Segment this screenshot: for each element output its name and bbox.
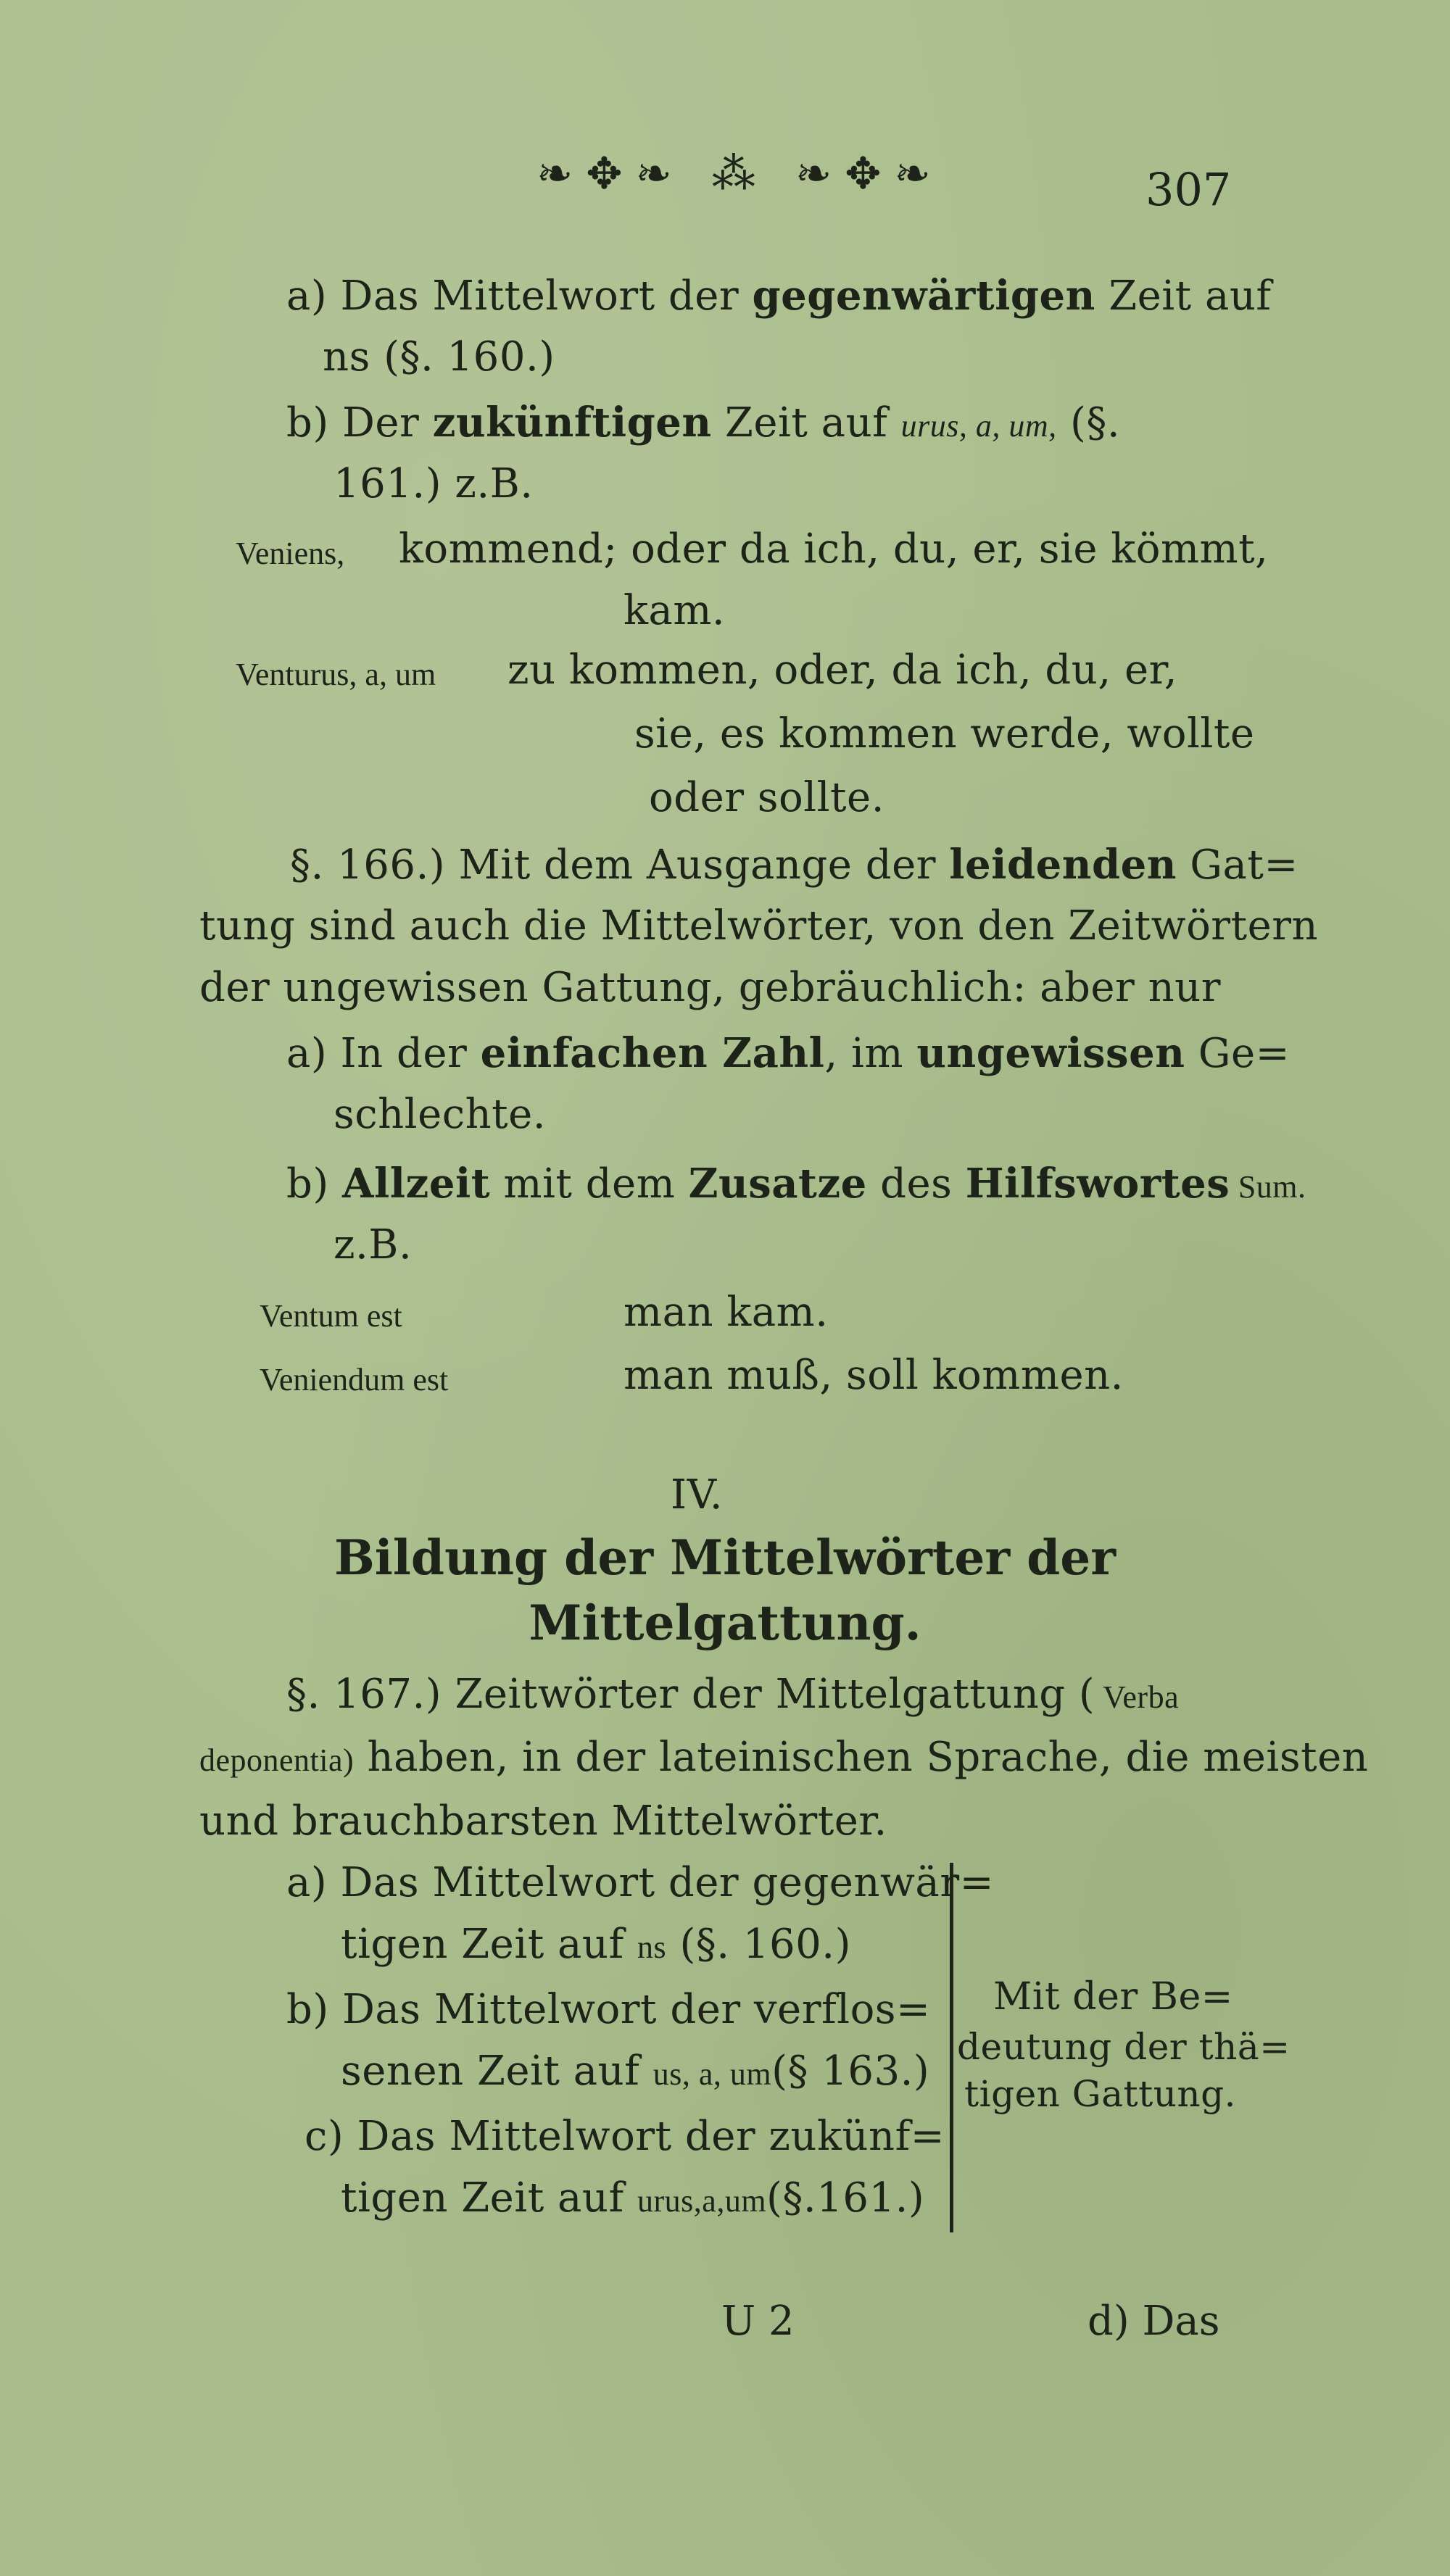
sec167-c-1: c) Das Mittelwort der zukünf= xyxy=(304,2113,945,2160)
sec166-line3: der ungewissen Gattung, gebräuchlich: aber nur xyxy=(199,964,1221,1011)
item-b-text-2: Zeit auf xyxy=(711,399,901,446)
side-note-3: tigen Gattung. xyxy=(964,2073,1237,2115)
veniendum-german: man muß, soll kommen. xyxy=(624,1352,1124,1399)
item-b-label: b) xyxy=(286,399,329,446)
venturus-german-1: zu kommen, oder, da ich, du, er, xyxy=(508,647,1178,694)
section-title-1: Bildung der Mittelwörter der xyxy=(334,1529,1116,1586)
item-a-line xyxy=(286,272,1272,320)
sec166-b-text-2: des xyxy=(866,1160,966,1208)
sec166-a-text-3: Ge= xyxy=(1185,1030,1290,1077)
item-a-cont: ns (§. 160.) xyxy=(323,333,555,381)
sec167-line2 xyxy=(199,1734,1368,1781)
sec167-c-2b: (§.161.) xyxy=(766,2174,925,2222)
sec167-line3: und brauchbarsten Mittelwörter. xyxy=(199,1798,887,1845)
page-number: 307 xyxy=(1146,163,1232,216)
sec167-a-2a: tigen Zeit auf xyxy=(341,1921,638,1968)
sec166-b-bold2: Zusatze xyxy=(688,1160,867,1208)
item-b-bold: zukünftigen xyxy=(432,399,712,446)
sec166-line1-b: Gat= xyxy=(1176,842,1298,889)
sec167-b-2b: (§ 163.) xyxy=(771,2048,930,2095)
veniens-german-2: kam. xyxy=(624,587,726,634)
sec166-a-text-2: , im xyxy=(824,1030,917,1077)
sec167-a-2 xyxy=(341,1921,851,1968)
item-a-bold: gegenwärtigen xyxy=(752,272,1095,320)
ventum-german: man kam. xyxy=(624,1289,829,1336)
veniendum-latin: Veniendum est xyxy=(260,1362,449,1397)
veniens-german-1: kommend; oder da ich, du, er, sie kömmt, xyxy=(399,525,1269,573)
sec167-b-1: b) Das Mittelwort der verflos= xyxy=(286,1986,931,2033)
sec167-b-2-latin: us, a, um xyxy=(652,2056,772,2092)
item-a-label: a) xyxy=(286,273,328,320)
veniens-latin: Veniens, xyxy=(236,536,345,571)
catchword: d) Das xyxy=(1088,2298,1220,2345)
item-b-line xyxy=(286,399,1120,446)
section-number: IV. xyxy=(671,1471,724,1518)
sec167-c-2 xyxy=(341,2174,924,2222)
sec166-a-line xyxy=(286,1029,1290,1077)
item-b-text-1: Der xyxy=(342,399,433,446)
venturus-german-2: sie, es kommen werde, wollte xyxy=(634,710,1255,757)
sec167-c-2-latin: urus,a,um xyxy=(637,2183,767,2219)
sec166-a-text-1: In der xyxy=(340,1030,481,1077)
sec166-a-cont: schlechte. xyxy=(334,1091,547,1138)
side-note-1: Mit der Be= xyxy=(993,1975,1233,2019)
section-title-2: Mittelgattung. xyxy=(529,1595,921,1651)
sec167-line2-latin: deponentia) xyxy=(199,1742,355,1778)
sec166-b-line xyxy=(286,1160,1306,1208)
sec166-line1 xyxy=(290,841,1298,889)
sec166-line1-a: §. 166.) Mit dem Ausgange der xyxy=(290,842,950,889)
item-b-text-3: (§. xyxy=(1056,399,1121,446)
venturus-german-3: oder sollte. xyxy=(649,774,884,821)
side-note-2: deutung der thä= xyxy=(957,2026,1290,2068)
sec166-b-bold3: Hilfswortes xyxy=(965,1160,1230,1208)
sec167-line2-german: haben, in der lateinischen Sprache, die meisten xyxy=(354,1734,1369,1781)
sec166-a-bold1: einfachen Zahl xyxy=(480,1029,825,1077)
sec167-a-2-latin: ns xyxy=(637,1929,667,1965)
sec167-b-2 xyxy=(341,2048,929,2095)
item-a-text-2: Zeit auf xyxy=(1095,273,1272,320)
signature-mark: U 2 xyxy=(721,2298,795,2345)
venturus-latin: Venturus, a, um xyxy=(236,657,436,692)
sec167-a-1: a) Das Mittelwort der gegenwär= xyxy=(286,1859,995,1906)
sec167-a-2b: (§. 160.) xyxy=(666,1921,851,1968)
item-a-text-1: Das Mittelwort der xyxy=(340,273,753,320)
sec166-b-label: b) xyxy=(286,1160,329,1208)
sec166-a-label: a) xyxy=(286,1030,328,1077)
item-b-latin: urus, a, um, xyxy=(900,408,1057,444)
sec167-c-2a: tigen Zeit auf xyxy=(341,2174,638,2222)
item-b-cont: 161.) z.B. xyxy=(334,460,534,507)
sec166-a-bold2: ungewissen xyxy=(916,1029,1185,1077)
sec166-line1-bold: leidenden xyxy=(949,841,1177,889)
sec167-line1 xyxy=(286,1671,1179,1718)
sec166-b-text-1: mit dem xyxy=(490,1160,689,1208)
sec167-line1-latin: Verba xyxy=(1095,1679,1180,1715)
sec166-b-latin: Sum. xyxy=(1230,1169,1306,1205)
header-ornament: ❧✥❧ ⁂ ❧✥❧ xyxy=(536,149,944,199)
sec166-line2: tung sind auch die Mittelwörter, von den Zeitwörtern xyxy=(199,902,1319,950)
sec166-b-bold: Allzeit xyxy=(342,1160,491,1208)
sec166-b-cont: z.B. xyxy=(334,1221,413,1268)
ventum-latin: Ventum est xyxy=(260,1298,402,1334)
sec167-b-2a: senen Zeit auf xyxy=(341,2048,653,2095)
sec167-line1-a: §. 167.) Zeitwörter der Mittelgattung ( xyxy=(286,1671,1095,1718)
bracket-line xyxy=(950,1863,953,2232)
